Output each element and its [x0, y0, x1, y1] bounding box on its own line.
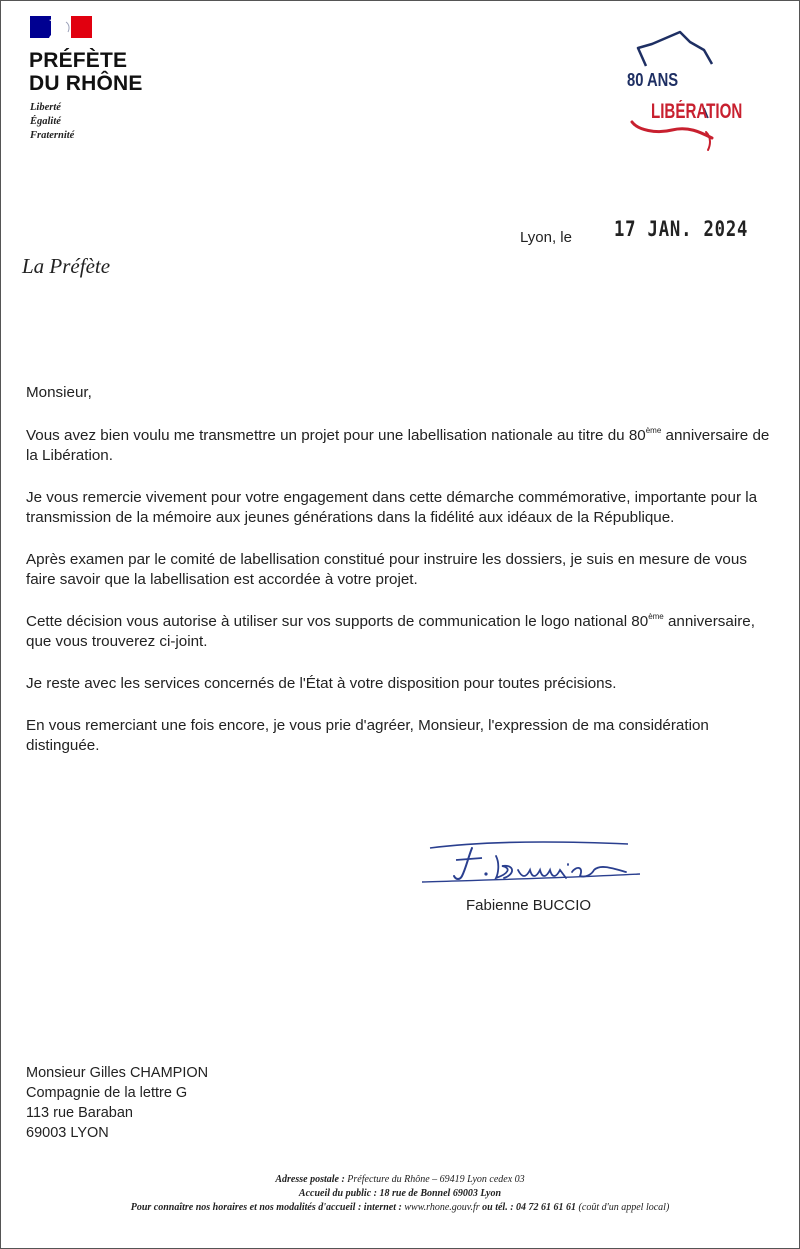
footer-reception-label: Accueil du public : [298, 1188, 377, 1199]
motto-egalite: Égalité [30, 116, 61, 127]
paragraph-1 [26, 426, 776, 466]
motto-liberte: Liberté [30, 102, 61, 113]
recipient-street: 113 rue Baraban [26, 1105, 133, 1121]
paragraph-1-text-end: anniversaire de la Libération. [26, 427, 770, 464]
footer-postal-label: Adresse postale : [275, 1174, 345, 1185]
salutation: Monsieur, [26, 384, 92, 401]
signer-name: Fabienne BUCCIO [466, 897, 592, 914]
footer-postal-value: Préfecture du Rhône – 69419 Lyon cedex 03 [344, 1174, 525, 1185]
paragraph-4-superscript: ème [648, 612, 664, 621]
logo-subtitle: LIBÉRATION [651, 100, 743, 123]
dateline-place: Lyon, le [520, 229, 572, 246]
handwritten-signature [416, 834, 648, 894]
prefecture-title-line1: PRÉFÈTE [29, 49, 128, 72]
sender-title: La Préfète [22, 254, 111, 278]
paragraph-2: Je vous remercie vivement pour votre engagement dans cette démarche commémorative, importante pour la transmission de la mémoire aux jeunes générations dans la fidélité aux idéaux de la République. [26, 489, 758, 526]
footer-contact-label: Pour connaître nos horaires et nos modalités d'accueil : internet : [130, 1202, 402, 1213]
republic-motto [30, 101, 74, 143]
recipient-address [26, 1063, 208, 1143]
footer-website-link[interactable]: www.rhone.gouv.fr [401, 1202, 480, 1213]
paragraph-1-superscript: ème [645, 426, 662, 435]
footer-public-reception [0, 1187, 800, 1201]
date-stamp: 17 JAN. 2024 [614, 217, 749, 241]
footer-phone-label: ou tél. : [479, 1202, 514, 1213]
paragraph-4-text-end: anniversaire, que vous trouverez ci-joint. [26, 613, 755, 650]
footer-reception-value: 18 rue de Bonnel 69003 Lyon [376, 1188, 502, 1199]
recipient-name: Monsieur Gilles CHAMPION [26, 1065, 209, 1081]
letter-body [26, 383, 776, 778]
footer-phone-note: (coût d'un appel local) [576, 1202, 670, 1213]
footer [0, 1173, 800, 1215]
recipient-company: Compagnie de la lettre G [26, 1085, 188, 1101]
paragraph-4 [26, 612, 776, 652]
prefecture-title [29, 49, 143, 95]
footer-postal-address [0, 1173, 800, 1187]
liberation-80-logo-graphic [608, 26, 758, 156]
footer-contact [0, 1201, 800, 1215]
motto-fraternite: Fraternité [30, 130, 75, 141]
prefecture-title-line2: DU RHÔNE [29, 72, 143, 95]
paragraph-1-text: Vous avez bien voulu me transmettre un projet pour une labellisation nationale au titre du 80 [26, 427, 646, 444]
logo-title: 80 ANS [627, 70, 679, 90]
paragraph-3: Après examen par le comité de labellisation constitué pour instruire les dossiers, je suis en mesure de vous faire savoir que la labellisation est accordée à votre projet. [26, 551, 747, 588]
footer-phone-number: 04 72 61 61 61 [513, 1202, 577, 1213]
paragraph-5: Je reste avec les services concernés de l'État à votre disposition pour toutes précisions. [26, 675, 617, 692]
recipient-city: 69003 LYON [26, 1125, 109, 1141]
paragraph-4-text: Cette décision vous autorise à utiliser sur vos supports de communication le logo national 80 [26, 613, 649, 630]
paragraph-6: En vous remerciant une fois encore, je vous prie d'agréer, Monsieur, l'expression de ma considération distinguée. [26, 717, 709, 754]
marianne-flag-logo [30, 16, 92, 38]
